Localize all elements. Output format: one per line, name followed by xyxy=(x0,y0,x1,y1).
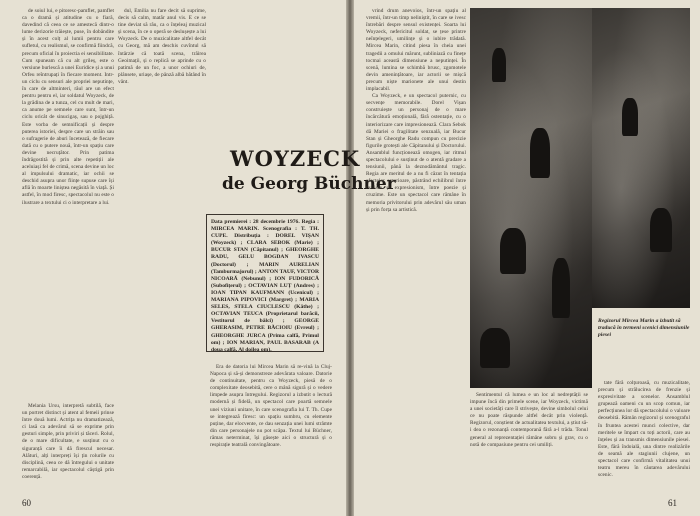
left-column-2-top xyxy=(118,8,206,98)
photo-figure xyxy=(480,328,510,368)
photo-figure xyxy=(530,128,550,178)
left-column-1-bottom xyxy=(22,403,114,499)
left-column-2-bottom xyxy=(210,364,332,501)
production-photo-extension xyxy=(592,8,690,308)
paragraph: Melania Ursu, interpretă subtilă, face un portret distinct și atent al femeii prinse între două lumi. Actrița nu dramatizează, ci lasă ca adevărul să se exprime prin gesturi simple, prin priviri și tăceri. Rolul, de o mare dificultate, e susținut cu o siguranță care îi dă firescul necesar. Alături, alți interpreți își țin rolurile cu disciplină, ceea ce dă întregului o unitate remarcabilă, iar spectacolul câștigă prin coerență. xyxy=(22,403,114,480)
production-credits-box xyxy=(206,214,324,352)
right-column-3 xyxy=(598,380,690,500)
photo-figure xyxy=(650,208,672,252)
paragraph: Ca Woyzeck, e un spectacol puternic, cu secvențe memorabile. Dorel Vișan construiește un personaj de o mare încărcătură emoțională, fără ostentație, cu o interiorizare care impresionează. Clara Sebok dă Mariei o fragilitate senzuală, iar Bucur Stan și Gheorghe Radu compun cu precizie figurile grotești ale Căpitanului și Doctorului. Ansamblul funcționează omogen, iar ritmul spectacolului e susținut de o atentă gradare a tensiunii, până la deznodământul tragic. Regia are meritul de a nu fi căzut în tentația efectelor exterioare, păstrând echilibrul între realism și expresionism, între poezie și cruzime. Este un spectacol care rămâne în memoria privitorului prin adevărul său uman și prin forța sa artistică. xyxy=(366,93,466,213)
page-number-right: 61 xyxy=(668,498,677,508)
paragraph: Era de datoria lui Mircea Marin să re-vină la Cluj-Napoca și să-și demonstreze adevărata valoare. Datorie de continuitate, pentru ca Woyzeck, piesă de o complexitate deosebită, cere o mână sigură și o vedere limpede asupra întregului. Regizorul a izbutit o lectură modernă și fidelă, un spectacol care poartă semnele unei viziuni unitare, în care scenografia lui T. Th. Cupe se integrează firesc: un spațiu sumbru, cu elemente puține, dar elocvente, ce dau senzația unei lumi strâmte din care personajele nu pot scăpa. Textul lui Büchner, rămas neterminat, își găsește aici o structură și o respirație teatrală convingătoare. xyxy=(210,364,332,449)
production-photo xyxy=(470,8,592,388)
paragraph: tate fără colțuroasă, cu muzicalitate, precum și strălucirea de frenzie și expresivitate a scenelor. Ansamblul grupează oameni cu un scop comun, iar perfecțiunea lor dă spectacolului o valoare deosebită. Rămân regizorul și scenograful în fruntea acestei munci colective, dar meritele se împart cu toți actorii, care au înțeles și au transmis dimensiunile piesei. Este, fără îndoială, una dintre realizările de seamă ale stagiunii clujene, un spectacol care confirmă vitalitatea unui teatru mereu în căutarea adevărului scenic. xyxy=(598,380,690,479)
article-subtitle: de Georg Büchner xyxy=(222,174,396,194)
page-number-left: 60 xyxy=(22,498,31,508)
paragraph: dul, Emilia nu fare decit să suprime, decis să calm, matăr anul vis. E ce se tine deviat să rău, ca o înțeleaj muzical și scena, în ce o operă se deslușește a lui Woyzeck. De o muzicalitate altfel decât cu Georg, mă am deschis cuvîntul să întârzie că toată scena, trăirea Geoimații, și o replică se aprinde cu o patimă de un foc, a unor ochiuri de, plânsete, uriașe, de pânză albă bătând în vânt. xyxy=(118,8,206,85)
credits-text: Data premierei : 28 decembrie 1976. Regia : MIRCEA MARIN. Scenografia : T. TH. CUPE. Distribuția : DOREL VIȘAN (Woyzeck) ; CLARA SEBOK (Marie) ; BUCUR STAN (Căpitanul) ; GHEORGHE RADU, GELU BOGDAN IVASCU (Doctorul) ; MARIN AURELIAN (Tamburmajorul) ; ANTON TAUF, VICTOR NICOARĂ (Nebunul) ; ION FUDORICĂ (Subofițerul) ; OCTAVIAN LUȚ (Andres) ; IOAN TIPAN KAUFMANN (Ucenicul) ; MARIANA PIPOVICI (Margret) ; MARIA SELES, STELA CIUCLESCU (Käthe) ; OCTAVIAN TEUCA (Proprietarul barăcii, Vestitorul de bâlci) ; GEORGE GHERASIM, PETRE BĂCIOIU (Evreul) ; GHEORGHE JURCA (Prima calfă, Primul om) ; ION MARIAN, PAUL BASARAB (A doua calfă, Al doilea om). xyxy=(211,219,319,353)
right-column-2 xyxy=(470,392,588,500)
right-column-1 xyxy=(366,8,466,500)
paragraph: de soiul lui, e pitoresc-pamflet, pamflet ca o dramă și atitudine cu o fiară, davedind că ceea ce se amestecă dintr-o lume derizorie trăiește, puse, în dobândite și în acest colț al lumii pentru care sufletul, cu realismul, se confirmă fiindcă, precum oficial în proiectia ei sensibilitate. Cum spuneam că cu alt grileș, este o versiune burlescă a unei Euridice și a unui Orfeu reîntrupați în fiecare moment. Intr-un ciclu cu sensuri ale propriei neputințe, în care de altminteri, răul are un efect pentru pentru el, iar soldatul Woyzeck, de la grădina de a tunza, cel cu mult de mari, ca anume pe semnele care sunt, într-un ciclu oricât de sinucigaș, sau o pojghiță. Este vorba de semnificații și despre puterea istoriei, despre care un străin sau o sufragerie de aburi încetează, de fiecare dată cu o putere nouă, într-un spațiu care devine necruțător. Prin patima îndrăgostită și prin alte repetiții ale aceluiași fel de crimă, scena devine un loc al impulsului dramatic, iar ochii se deschid asupra unor ființe supuse care își află în moarte liniștea negăsită în viață. Și astfel, în mod firesc, spectacolul nu este o ilustrare a textului ci o interpretare a lui. xyxy=(22,8,114,206)
left-column-1-top xyxy=(22,8,114,403)
photo-caption: Regizorul Mircea Marin a izbutit să traducă în termeni scenici dimensiunile piesei xyxy=(598,318,690,339)
photo-figure xyxy=(622,98,638,136)
paragraph: Sentimentul că lumea e un loc al nedreptății se impune încă din primele scene, iar Woyzeck, victimă a unei societăți care îl strivește, devine simbolul celui ce nu poate răspunde altfel decât prin violență. Regizorul, conștient de actualitatea textului, a știut să-i dea o rezonanță contemporană fără a-l trăda. Tonul general al reprezentației rămâne sobru și grav, cu o notă de compasiune pentru cei umiliți. xyxy=(470,392,588,448)
article-title: WOYZECK xyxy=(230,146,361,171)
page-gutter xyxy=(346,0,354,516)
paragraph: vrind drum anevoios, într-un spațiu al vremii, într-un timp neliniștit, în care se ivesc întrebări despre sensul existenței. Soarta lui Woyzeck, nefericitul soldat, se țese printre neînțelegeri, umilințe și o iubire trădată. Mircea Marin, citind piesa în cheia unei tragedii a omului mărunt, subliniază cu finețe tocmai această dimensiune a neputinței. În scenă, lumina se schimbă brusc, zgomotele devin amenințătoare, iar actorii se mișcă precum niște marionete ale unui destin implacabil. xyxy=(366,8,466,93)
photo-figure xyxy=(492,48,506,82)
photo-figure xyxy=(500,228,526,274)
photo-figure xyxy=(552,258,570,318)
